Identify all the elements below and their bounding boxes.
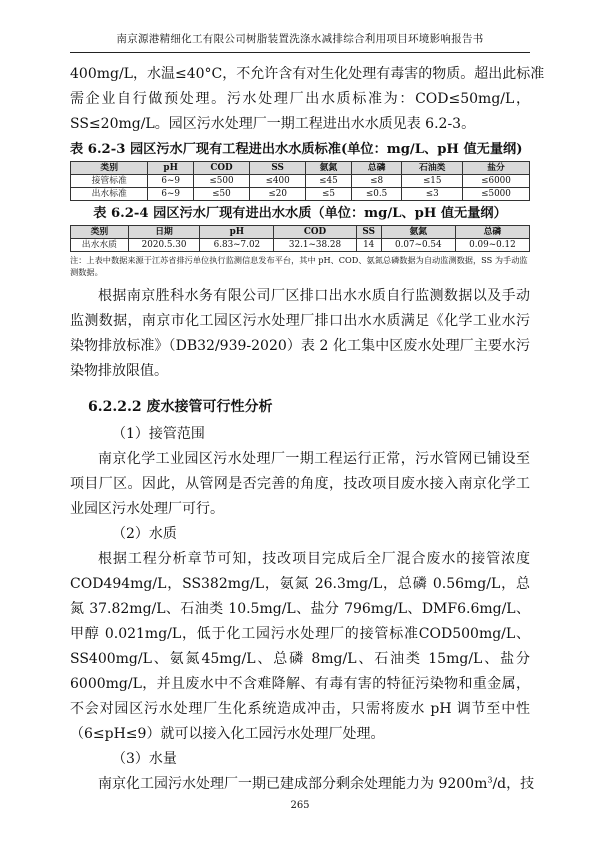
table-note: 注：上表中数据来源于江苏省排污单位执行监测信息发布平台，其中 pH、COD、氨氮总磷数据为自动监测数据，SS 为手动监测数据。 — [70, 255, 528, 277]
paragraph-4: 根据工程分析章节可知，技改项目完成后全厂混合废水的接管浓度COD494mg/L，SS382mg/L，氨氮 26.3mg/L，总磷 0.56mg/L，总氮 37.82mg/L、石油类 10.5mg/L、盐分 796mg/L、DMF6.6mg/L、甲醇 0.021mg/L，低于化工园污水处理厂的接管标准COD500mg/L、SS400mg/L、氨氮45mg/L、总磷 8mg/L、石油类 15mg/L、盐分 6000mg/L，并且废水中不含难降解、有毒有害的特征污染物和重金属，不会对园区污水处理厂生化系统造成冲击，只需将废水 pH 调节至中性（6≤pH≤9）就可以接入化工园污水处理厂处理。 — [70, 551, 530, 742]
superscript-3: 3 — [487, 775, 493, 785]
header-cell: COD — [193, 162, 249, 175]
table-cell: 2020.5.30 — [128, 239, 200, 252]
page-content — [70, 62, 545, 797]
table-row — [71, 239, 530, 252]
paragraph-1-first-line: 400mg/L，水温≤40°C，不允许含有对生化处理有毒害的物质。超出此标准 — [70, 66, 545, 82]
table-cell: ≤5 — [306, 188, 351, 201]
subsection-1-title: （1）接管范围 — [112, 426, 205, 442]
table-cell: ≤6000 — [462, 175, 529, 188]
table-cell: 6.83~7.02 — [200, 239, 274, 252]
page-number: 265 — [290, 800, 310, 811]
header-cell: 日期 — [128, 226, 200, 239]
table-cell: ≤8 — [351, 175, 402, 188]
page-header — [70, 30, 530, 53]
paragraph-2: 根据南京胜科水务有限公司厂区排口出水水质自行监测数据以及手动监测数据，南京市化工园区污水处理厂排口出水水质满足《化学工业水污染物排放标准》（DB32/939-2020）表 2 化工集中区废水处理厂主要水污染物排放限值。 — [70, 288, 530, 379]
table-cell: ≤5000 — [462, 188, 529, 201]
header-cell: SS — [356, 226, 381, 239]
table-cell: ≤50 — [193, 188, 249, 201]
table-6-2-4-caption: 表 6.2-4 园区污水厂现有进出水水质（单位：mg/L、pH 值无量纲） — [93, 206, 507, 221]
table-cell: ≤0.5 — [351, 188, 402, 201]
table-cell: ≤500 — [193, 175, 249, 188]
table-row — [71, 175, 530, 188]
table-header-row — [71, 162, 530, 175]
header-cell: 总磷 — [351, 162, 402, 175]
header-cell: SS — [250, 162, 306, 175]
header-title: 南京源港精细化工有限公司树脂装置洗涤水减排综合利用项目环境影响报告书 — [116, 33, 484, 45]
table-cell: 出水标准 — [71, 188, 148, 201]
table-6-2-4 — [70, 225, 530, 252]
header-cell: 盐分 — [462, 162, 529, 175]
table-cell: 0.07~0.54 — [381, 239, 455, 252]
header-cell: 氨氮 — [306, 162, 351, 175]
subsection-3-title: （3）水量 — [112, 751, 177, 767]
table-cell: ≤15 — [402, 175, 463, 188]
table-cell: ≤20 — [250, 188, 306, 201]
paragraph-5 — [70, 772, 535, 797]
subsection-2-title: （2）水质 — [112, 526, 177, 542]
header-cell: pH — [148, 162, 193, 175]
header-cell: COD — [274, 226, 356, 239]
header-cell: 石油类 — [402, 162, 463, 175]
table-cell: 出水水质 — [71, 239, 129, 252]
paragraph-5-tail: /d，技 — [492, 776, 535, 792]
table-cell: 0.09~0.12 — [455, 239, 529, 252]
table-cell: 32.1~38.28 — [274, 239, 356, 252]
header-cell: 氨氮 — [381, 226, 455, 239]
table-row — [71, 188, 530, 201]
table-6-2-3 — [70, 161, 530, 201]
table-6-2-3-caption: 表 6.2-3 园区污水厂现有工程进出水水质标准(单位：mg/L、pH 值无量纲) — [70, 142, 523, 157]
header-cell: pH — [200, 226, 274, 239]
header-cell: 类别 — [71, 162, 148, 175]
table-cell: 6~9 — [148, 175, 193, 188]
paragraph-3: 南京化学工业园区污水处理厂一期工程运行正常，污水管网已铺设至项目厂区。因此，从管网是否完善的角度，技改项目废水接入南京化学工业园区污水处理厂可行。 — [70, 451, 530, 517]
table-cell: ≤3 — [402, 188, 463, 201]
header-cell: 类别 — [71, 226, 129, 239]
section-title: 6.2.2.2 废水接管可行性分析 — [88, 399, 273, 415]
table-cell: ≤400 — [250, 175, 306, 188]
table-cell: 14 — [356, 239, 381, 252]
header-cell: 总磷 — [455, 226, 529, 239]
table-header-row — [71, 226, 530, 239]
paragraph-1-rest: 需企业自行做预处理。污水处理厂出水质标准为：COD≤50mg/L，SS≤20mg/L。园区污水处理厂一期工程进出水水质见表 6.2-3。 — [70, 91, 530, 132]
paragraph-5-text: 南京化工园污水处理厂一期已建成部分剩余处理能力为 9200m — [98, 776, 488, 792]
table-cell: ≤45 — [306, 175, 351, 188]
table-cell: 6~9 — [148, 188, 193, 201]
table-cell: 接管标准 — [71, 175, 148, 188]
